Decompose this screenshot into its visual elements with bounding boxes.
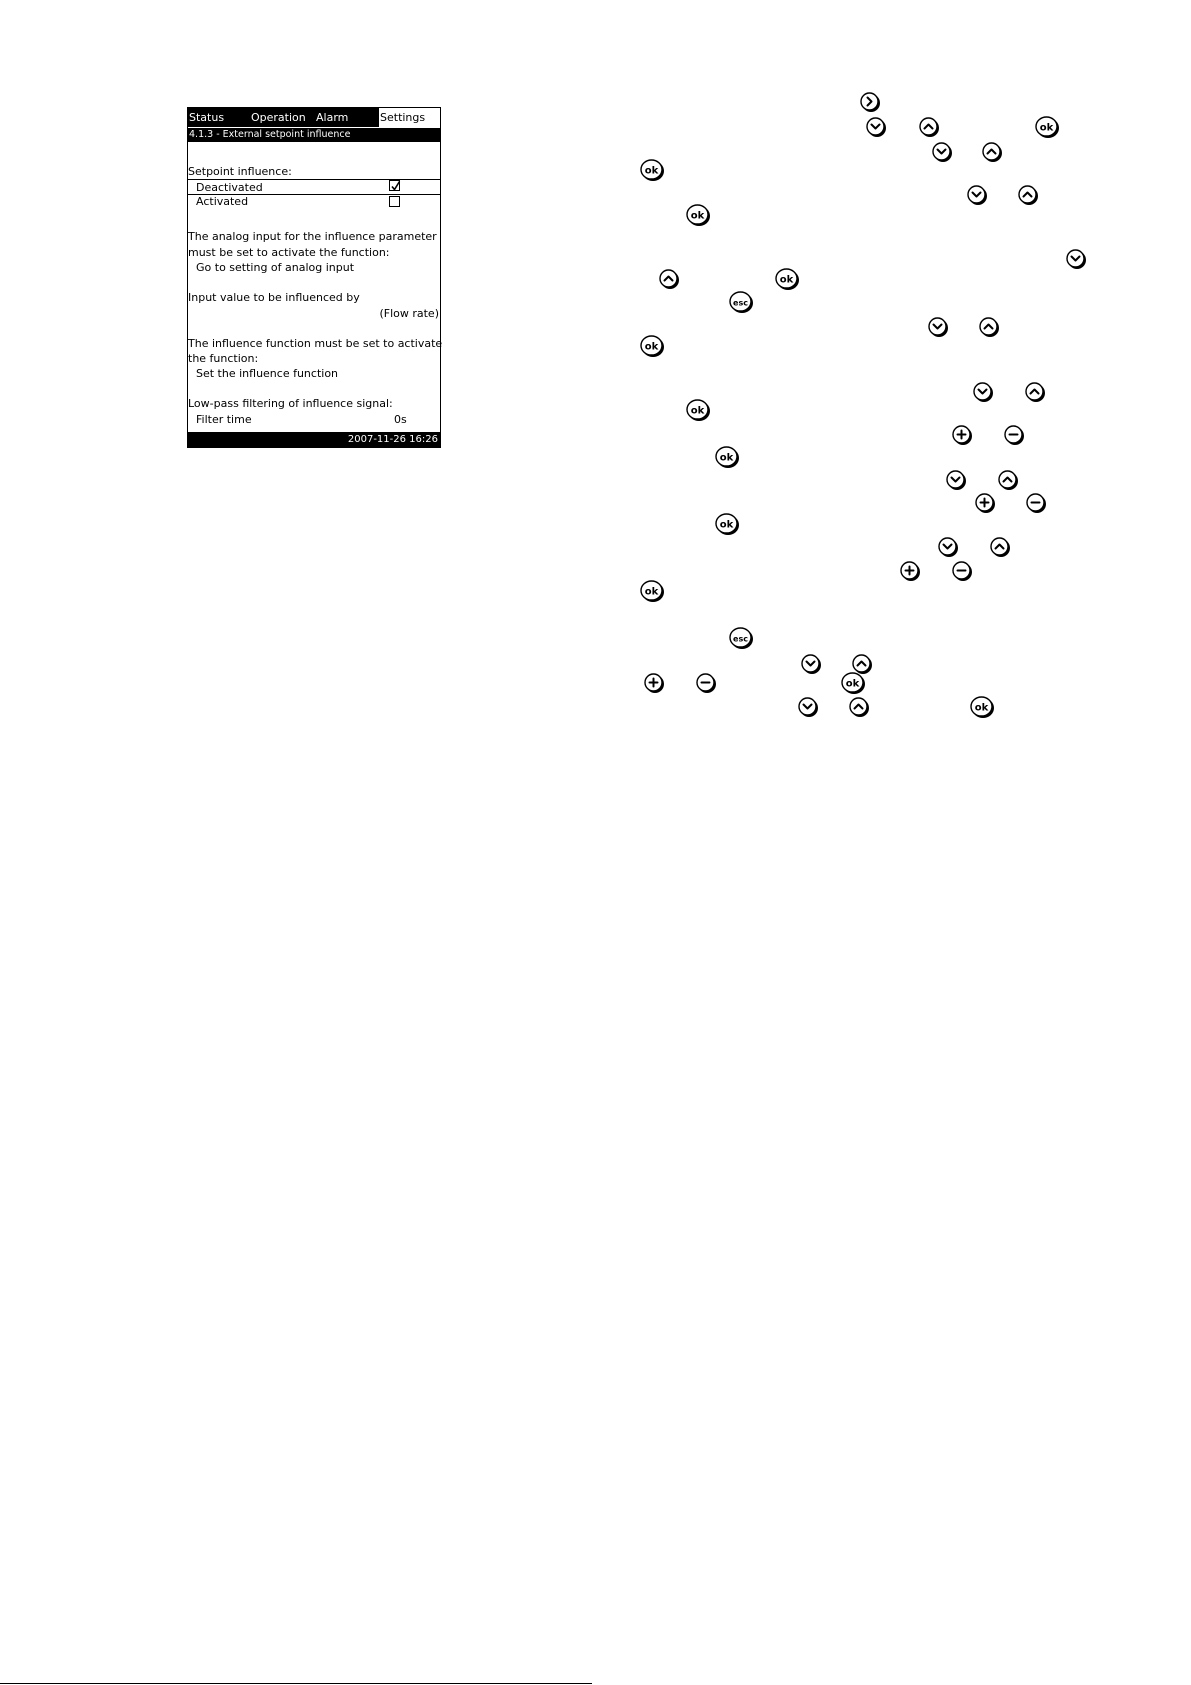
down-key-icon bbox=[937, 536, 959, 558]
ok-key-icon bbox=[1034, 115, 1060, 139]
down-key-icon bbox=[797, 696, 819, 718]
down-key-icon bbox=[931, 141, 953, 163]
up-key-icon bbox=[848, 696, 870, 718]
input-value: (Flow rate) bbox=[379, 307, 439, 320]
function-note-line1: The influence function must be set to activate bbox=[188, 337, 443, 350]
up-key-icon bbox=[1024, 381, 1046, 403]
influence-function-link[interactable]: Set the influence function bbox=[196, 367, 339, 380]
esc-key-icon bbox=[728, 626, 754, 650]
display-screen bbox=[187, 107, 441, 448]
deactivated-checkbox[interactable] bbox=[389, 180, 400, 191]
svg-text:ok: ok bbox=[644, 165, 659, 177]
plus-key-icon bbox=[951, 424, 973, 446]
svg-text:ok: ok bbox=[1039, 122, 1054, 134]
analog-note-line1: The analog input for the influence parameter bbox=[188, 230, 437, 243]
tab-alarm[interactable]: Alarm bbox=[316, 111, 349, 124]
minus-key-icon bbox=[951, 560, 973, 582]
analog-note-line2: must be set to activate the function: bbox=[188, 246, 390, 259]
down-key-icon bbox=[972, 381, 994, 403]
ok-key-icon bbox=[639, 334, 665, 358]
svg-text:ok: ok bbox=[690, 405, 705, 417]
ok-key-icon bbox=[840, 671, 866, 695]
ok-key-icon bbox=[685, 203, 711, 227]
status-timestamp: 2007-11-26 16:26 bbox=[188, 432, 440, 447]
svg-text:ok: ok bbox=[719, 452, 734, 464]
svg-text:ok: ok bbox=[719, 519, 734, 531]
ok-key-icon bbox=[639, 158, 665, 182]
menu-title: 4.1.3 - External setpoint influence bbox=[188, 128, 441, 142]
plus-key-icon bbox=[643, 672, 665, 694]
input-value-label: Input value to be influenced by bbox=[188, 291, 360, 304]
ok-key-icon bbox=[639, 579, 665, 603]
svg-text:ok: ok bbox=[779, 274, 794, 286]
activated-checkbox[interactable] bbox=[389, 196, 400, 207]
plus-key-icon bbox=[974, 492, 996, 514]
filter-time-value: 0s bbox=[394, 413, 407, 426]
down-key-icon bbox=[1065, 248, 1087, 270]
option-activated-label: Activated bbox=[196, 195, 249, 208]
divider bbox=[188, 179, 440, 180]
ok-key-icon bbox=[714, 445, 740, 469]
down-key-icon bbox=[966, 184, 988, 206]
minus-key-icon bbox=[695, 672, 717, 694]
check-icon bbox=[390, 181, 401, 192]
tab-status[interactable]: Status bbox=[189, 111, 225, 124]
down-key-icon bbox=[800, 653, 822, 675]
option-deactivated-label: Deactivated bbox=[196, 181, 263, 194]
down-key-icon bbox=[945, 469, 967, 491]
tab-settings[interactable]: Settings bbox=[379, 108, 440, 127]
svg-text:ok: ok bbox=[690, 210, 705, 222]
svg-text:esc: esc bbox=[733, 298, 748, 308]
right-key-icon bbox=[859, 91, 881, 113]
ok-key-icon bbox=[685, 398, 711, 422]
ok-key-icon bbox=[714, 512, 740, 536]
up-key-icon bbox=[1017, 184, 1039, 206]
minus-key-icon bbox=[1003, 424, 1025, 446]
svg-text:esc: esc bbox=[733, 634, 748, 644]
ok-key-icon bbox=[774, 267, 800, 291]
svg-text:ok: ok bbox=[845, 678, 860, 690]
svg-text:ok: ok bbox=[974, 702, 989, 714]
up-key-icon bbox=[989, 536, 1011, 558]
up-key-icon bbox=[658, 268, 680, 290]
function-note-line2: the function: bbox=[188, 352, 259, 365]
down-key-icon bbox=[927, 316, 949, 338]
tab-bar bbox=[188, 108, 440, 127]
page-rule bbox=[0, 1683, 592, 1684]
plus-key-icon bbox=[899, 560, 921, 582]
up-key-icon bbox=[981, 141, 1003, 163]
ok-key-icon bbox=[969, 695, 995, 719]
filter-heading: Low-pass filtering of influence signal: bbox=[188, 397, 393, 410]
svg-text:ok: ok bbox=[644, 341, 659, 353]
svg-text:ok: ok bbox=[644, 586, 659, 598]
up-key-icon bbox=[997, 469, 1019, 491]
esc-key-icon bbox=[728, 290, 754, 314]
down-key-icon bbox=[865, 116, 887, 138]
filter-time-label: Filter time bbox=[196, 413, 252, 426]
minus-key-icon bbox=[1025, 492, 1047, 514]
up-key-icon bbox=[978, 316, 1000, 338]
tab-operation[interactable]: Operation bbox=[251, 111, 306, 124]
up-key-icon bbox=[918, 116, 940, 138]
setpoint-influence-label: Setpoint influence: bbox=[188, 165, 292, 178]
analog-input-link[interactable]: Go to setting of analog input bbox=[196, 261, 355, 274]
